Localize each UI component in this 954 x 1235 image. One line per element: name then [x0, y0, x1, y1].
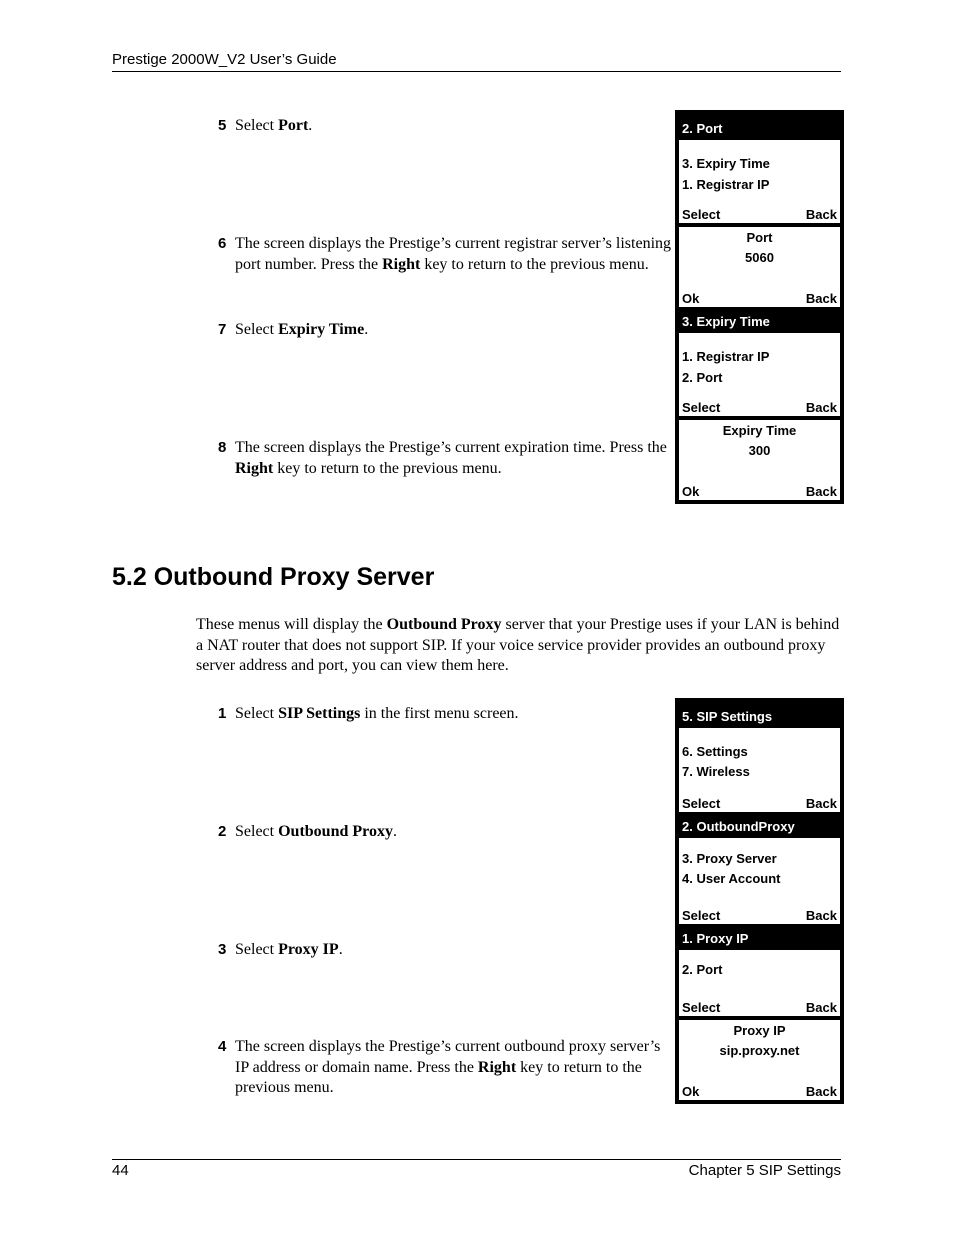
running-header: Prestige 2000W_V2 User’s Guide: [112, 51, 337, 68]
lcd-label: Expiry Time: [722, 423, 797, 438]
lcd-value: 5060: [745, 250, 774, 265]
lcd-value-port: [679, 227, 840, 307]
lcd-menu-item: 1. Registrar IP: [682, 177, 770, 192]
lcd-menu-item: 3. Expiry Time: [682, 156, 770, 171]
lcd-menu-sip-settings: [679, 706, 840, 812]
step-number: 2: [218, 823, 227, 840]
lcd-value: 300: [748, 443, 771, 458]
step-7: [218, 320, 673, 341]
step-number: 4: [218, 1038, 227, 1055]
softkey-back: Back: [805, 400, 837, 415]
lcd-menu-expiry: [679, 311, 840, 416]
lcd-menu-item: 1. Registrar IP: [682, 349, 770, 364]
lcd-value-proxy-ip: [679, 1020, 840, 1100]
step-text: Select Outbound Proxy.: [235, 823, 397, 840]
softkey-ok: Ok: [682, 1084, 700, 1099]
softkey-ok: Ok: [682, 291, 700, 306]
softkey-back: Back: [805, 796, 837, 811]
lcd-highlight: 2. OutboundProxy: [679, 816, 840, 838]
step-number: 3: [218, 941, 227, 958]
step-3: [218, 940, 673, 961]
softkey-select: Select: [682, 796, 721, 811]
step-text: The screen displays the Prestige’s current registrar server’s listening port number. Press the Right key to return to the previous menu.: [235, 235, 672, 273]
step-text: The screen displays the Prestige’s current expiration time. Press the Right key to return to the previous menu.: [235, 439, 667, 477]
lcd-highlight: 2. Port: [679, 118, 840, 140]
lcd-label: Port: [746, 230, 773, 245]
lcd-menu-item: 7. Wireless: [682, 764, 750, 779]
section-heading: 5.2 Outbound Proxy Server: [112, 563, 435, 591]
softkey-back: Back: [805, 291, 837, 306]
softkey-back: Back: [805, 207, 837, 222]
softkey-back: Back: [805, 1084, 837, 1099]
softkey-ok: Ok: [682, 484, 700, 499]
softkey-select: Select: [682, 400, 721, 415]
softkey-back: Back: [805, 908, 837, 923]
step-1: [218, 704, 673, 725]
step-text: Select Proxy IP.: [235, 941, 343, 958]
lcd-label: Proxy IP: [733, 1023, 786, 1038]
step-5: [218, 116, 673, 137]
lcd-menu-item: 6. Settings: [682, 744, 748, 759]
lcd-highlight: 1. Proxy IP: [679, 928, 840, 950]
step-text: Select Port.: [235, 117, 313, 134]
lcd-value-expiry: [679, 420, 840, 500]
lcd-menu-proxy-ip: [679, 928, 840, 1016]
step-text: Select Expiry Time.: [235, 321, 369, 338]
softkey-select: Select: [682, 1000, 721, 1015]
step-6: [218, 234, 673, 275]
step-number: 6: [218, 235, 227, 252]
lcd-value: sip.proxy.net: [719, 1043, 800, 1058]
lcd-menu-item: 3. Proxy Server: [682, 851, 777, 866]
header-rule: [112, 71, 841, 72]
step-number: 8: [218, 439, 227, 456]
step-number: 1: [218, 705, 227, 722]
step-text: The screen displays the Prestige’s current outbound proxy server’s IP address or domain name. Press the Right key to return to the previous menu.: [235, 1038, 661, 1096]
softkey-back: Back: [805, 484, 837, 499]
step-2: [218, 822, 673, 843]
softkey-select: Select: [682, 207, 721, 222]
lcd-menu-outbound-proxy: [679, 816, 840, 924]
lcd-screens-outbound-proxy: [675, 698, 844, 1104]
lcd-menu-port: [679, 118, 840, 223]
step-8: [218, 438, 673, 479]
step-text: Select SIP Settings in the first menu screen.: [235, 705, 519, 722]
softkey-select: Select: [682, 908, 721, 923]
softkey-back: Back: [805, 1000, 837, 1015]
lcd-menu-item: 2. Port: [682, 962, 723, 977]
step-number: 5: [218, 117, 227, 134]
lcd-screens-registrar: [675, 110, 844, 504]
lcd-highlight: 5. SIP Settings: [679, 706, 840, 728]
step-number: 7: [218, 321, 227, 338]
step-4: [218, 1037, 673, 1099]
chapter-title: Chapter 5 SIP Settings: [688, 1162, 841, 1179]
lcd-menu-item: 2. Port: [682, 370, 723, 385]
page-number: 44: [112, 1162, 129, 1179]
lcd-highlight: 3. Expiry Time: [679, 311, 840, 333]
footer-rule: [112, 1159, 841, 1160]
lcd-menu-item: 4. User Account: [682, 871, 781, 886]
intro-paragraph: These menus will display the Outbound Proxy server that your Prestige uses if your LAN is behind a NAT router that does not support SIP. If your voice service provider provides an outbound proxy server address and port, you can view them here.: [196, 616, 840, 674]
